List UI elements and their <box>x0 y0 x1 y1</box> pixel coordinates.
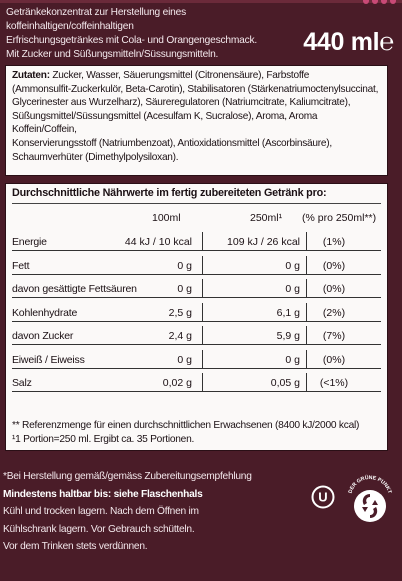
ingredients-text: Glycerinester aus Wurzelharz), Säureregulatoren (Natriumcitrate, Kaliumcitrate), <box>12 97 351 109</box>
description-line: Erfrischungsgetränkes mit Cola- und Orangengeschmack. <box>6 35 258 46</box>
nutrition-title: Durchschnittliche Nährwerte im fertig zubereiteten Getränk pro: <box>12 187 327 199</box>
value-percent: (<1%) <box>319 377 349 389</box>
ingredients-panel <box>5 65 388 176</box>
column-divider <box>306 303 307 322</box>
value-percent: (7%) <box>322 330 346 342</box>
dilution-note: Vor dem Trinken stets verdünnen. <box>3 541 148 553</box>
volume-label: 440 ml℮ <box>303 28 394 56</box>
value-percent: (0%) <box>322 283 346 295</box>
table-row <box>12 256 381 275</box>
column-divider <box>202 303 203 322</box>
column-divider <box>202 350 203 369</box>
row-divider <box>12 344 381 345</box>
divider <box>12 203 381 204</box>
column-divider <box>306 279 307 298</box>
description-line: Mit Zucker und Süßungsmitteln/Süssungsmitteln. <box>6 49 219 60</box>
row-divider <box>12 274 381 275</box>
column-divider <box>202 279 203 298</box>
row-divider <box>12 321 381 322</box>
table-row <box>12 326 381 345</box>
ingredients-text: Süßungsmittel/Süssungsmittel (Acesulfam K, Sucralose), Aroma, Aroma Koffein/Coffein, <box>12 110 318 136</box>
gruener-punkt-text: DER GRÜNE PUNKT <box>347 474 393 495</box>
row-label: Salz <box>12 377 32 389</box>
column-divider <box>202 256 203 275</box>
row-label: Kohlenhydrate <box>12 306 78 319</box>
value-250ml: 109 kJ / 26 kcal <box>227 236 300 248</box>
storage-note: Kühl und trocken lagern. Nach dem Öffnen im <box>3 506 199 518</box>
gruener-punkt-icon <box>345 468 395 528</box>
column-header-100ml: 100ml <box>152 212 181 224</box>
table-row <box>12 279 381 298</box>
value-250ml: 0 g <box>285 353 300 366</box>
column-divider <box>202 373 203 392</box>
column-header-250ml: 250ml¹ <box>250 212 283 224</box>
value-percent: (2%) <box>322 306 346 319</box>
column-divider <box>306 350 307 369</box>
table-row <box>12 232 381 251</box>
value-100ml: 0 g <box>177 259 192 272</box>
value-250ml: 6,1 g <box>276 306 300 319</box>
footnote-portion: ¹1 Portion=250 ml. Ergibt ca. 35 Portionen. <box>12 434 195 445</box>
ingredients-text: (Ammonsulfit-Zuckerkulör, Beta-Carotin), Stabilisatoren (Stärkenatriumoctenylsuccinat, <box>12 83 379 95</box>
value-100ml: 44 kJ / 10 kcal <box>124 236 192 248</box>
value-percent: (1%) <box>322 236 346 248</box>
product-description <box>6 6 291 62</box>
table-row <box>12 373 381 392</box>
ingredients-text: Schaumverhüter (Dimethylpolysiloxan). <box>12 151 179 163</box>
column-divider <box>306 373 307 392</box>
row-label: davon gesättigte Fettsäuren <box>12 283 137 295</box>
top-strip <box>0 0 402 3</box>
value-100ml: 2,4 g <box>168 330 192 342</box>
value-100ml: 2,5 g <box>168 306 192 319</box>
row-label: Eiweiß / Eiweiss <box>12 353 85 366</box>
row-label: Energie <box>12 236 47 248</box>
decorative-dots <box>363 0 396 4</box>
value-250ml: 5,9 g <box>276 330 300 342</box>
value-250ml: 0 g <box>285 283 300 295</box>
kosher-u-icon <box>311 485 335 509</box>
value-250ml: 0 g <box>285 259 300 272</box>
value-percent: (0%) <box>322 259 346 272</box>
best-before-note: Mindestens haltbar bis: siehe Flaschenhals <box>3 488 203 500</box>
ingredients-text: Konservierungsstoff (Natriumbenzoat), Antioxidationsmittel (Ascorbinsäure), <box>12 137 332 149</box>
value-100ml: 0 g <box>177 283 192 295</box>
column-header-percent: (% pro 250ml**) <box>302 212 377 224</box>
value-100ml: 0,02 g <box>162 377 192 389</box>
column-divider <box>306 256 307 275</box>
table-row <box>12 303 381 322</box>
storage-info <box>3 468 303 556</box>
footnote-reference: ** Referenzmenge für einen durchschnittlichen Erwachsenen (8400 kJ/2000 kcal) <box>12 420 360 431</box>
row-divider <box>12 250 381 251</box>
column-divider <box>306 232 307 251</box>
ingredients-text: Zucker, Wasser, Säuerungsmittel (Citronensäure), Farbstoffe <box>49 70 310 81</box>
description-line: Getränkekonzentrat zur Herstellung eines koffeinhaltigen/coffeinhaltigen <box>6 7 187 32</box>
preparation-note: *Bei Herstellung gemäß/gemäss Zubereitungsempfehlung <box>3 471 252 482</box>
table-row <box>12 350 381 369</box>
row-label: davon Zucker <box>12 330 74 342</box>
u-mark-letter: U <box>318 489 328 505</box>
storage-note: Kühlschrank lagern. Vor Gebrauch schütteln. <box>3 523 195 535</box>
column-divider <box>202 232 203 251</box>
ingredients-label: Zutaten: <box>12 70 50 81</box>
row-divider <box>12 368 381 369</box>
row-divider <box>12 391 381 392</box>
column-divider <box>306 326 307 345</box>
column-divider <box>202 326 203 345</box>
value-100ml: 0 g <box>177 353 192 366</box>
row-divider <box>12 297 381 298</box>
value-percent: (0%) <box>322 353 346 366</box>
nutrition-table <box>5 183 388 451</box>
row-label: Fett <box>12 259 30 272</box>
value-250ml: 0,05 g <box>270 377 300 389</box>
